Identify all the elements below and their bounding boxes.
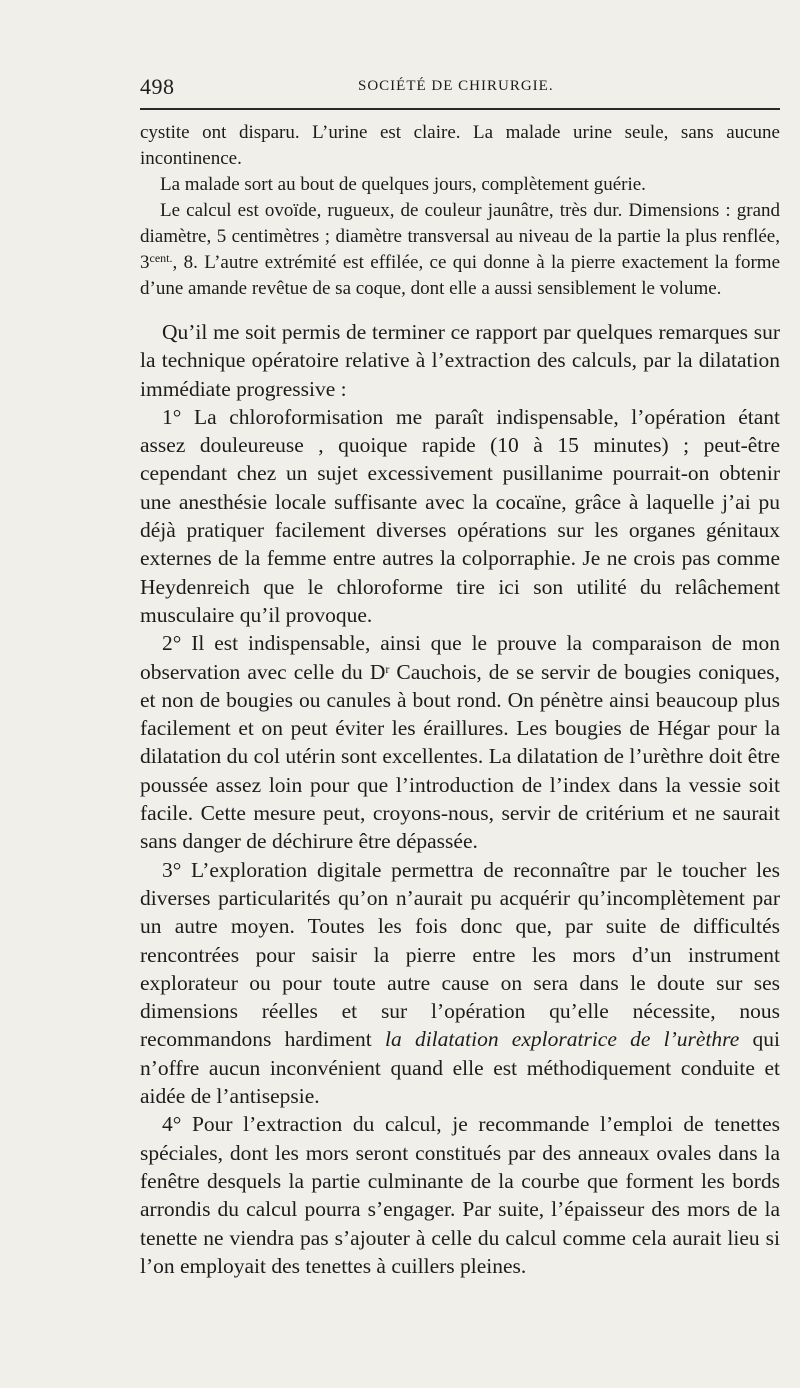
paragraph-6-text-b: Cauchois, de se servir de bougies coniques, et non de bougies ou canules à bout rond. On pénètre ainsi beaucoup plus facilement et on peut éviter les éraillures. Les bougies de Hégar pour la dilatation du col utérin sont excellentes. La dilatation de l’urèthre doit être poussée assez loin pour que l’introduction de l’index dans la vessie soit facile. Cette mesure peut, croyons-nous, servir de critérium et ne saurait sans danger de déchirure être dépassée. — [140, 659, 780, 854]
body-text — [140, 120, 780, 1280]
running-title: SOCIÉTÉ DE CHIRURGIE. — [358, 78, 554, 94]
paragraph-4: Qu’il me soit permis de terminer ce rapport par quelques remarques sur la technique opératoire relative à l’extraction des calculs, par la dilatation immédiate progressive : — [140, 320, 780, 401]
paragraph-2: La malade sort au bout de quelques jours, complètement guérie. — [160, 174, 646, 195]
paragraph-5: 1° La chloroformisation me paraît indispensable, l’opération étant assez douleureuse , quoique rapide (10 à 15 minutes) ; peut-être cependant chez un sujet excessivement pusillanime pourrait-on obtenir une anesthésie locale suffisante avec la cocaïne, grâce à laquelle j’ai pu déjà pratiquer facilement diverses opérations sur les organes génitaux externes de la femme entre autres la colporraphie. Je ne crois pas comme Heydenreich que le chloroforme tire ici son utilité du relâchement musculaire qu’il provoque. — [140, 404, 780, 627]
paragraph-7 — [140, 856, 780, 1111]
paragraph-3-text-a: Le calcul est ovoïde, rugueux, de couleur jaunâtre, très dur. Dimensions : grand diamètre, 5 centimètres ; diamètre transversal au niveau de la partie la plus renflée, 3 — [140, 200, 780, 273]
paragraph-6-superscript: r — [385, 661, 390, 676]
paragraph-8: 4° Pour l’extraction du calcul, je recommande l’emploi de tenettes spéciales, dont les mors seront constitués par des anneaux ovales dans la fenêtre desquels la partie culminante de la courbe que forment les bords arrondis du calcul pourra s’engager. Par suite, l’épaisseur des mors de la tenette ne viendra pas s’ajouter à celle du calcul comme cela aurait lieu si l’on employait des tenettes à cuillers pleines. — [140, 1112, 780, 1278]
paragraph-3-superscript: cent. — [149, 251, 173, 265]
paragraph-6-text-a: 2° Il est indispensable, ainsi que le prouve la comparaison de mon observation avec celle du D — [140, 631, 780, 684]
case-report-section — [140, 120, 780, 302]
paragraph-7-italic: la dilatation exploratrice de l’urèthre — [385, 1027, 740, 1052]
paragraph-7-text-a: 3° L’exploration digitale permettra de reconnaître par le toucher les diverses particularités qu’on n’aurait pu acquérir qu’incomplètement par un autre moyen. Toutes les fois donc que, par suite de difficultés rencontrées pour saisir la pierre entre les mors d’un instrument explorateur ou pour toute autre cause on sera dans le doute sur ses dimensions réelles et sur l’opération qu’elle nécessite, nous recommandons hardiment — [140, 857, 780, 1052]
paragraph-1: cystite ont disparu. L’urine est claire. La malade urine seule, sans aucune incontinence. — [140, 122, 780, 169]
paragraph-3 — [140, 198, 780, 302]
paragraph-6 — [140, 629, 780, 855]
paragraph-3-text-b: , 8. L’autre extrémité est effilée, ce qui donne à la pierre exactement la forme d’une amande revêtue de sa coque, dont elle a aussi sensiblement le volume. — [140, 252, 780, 299]
page-header — [140, 72, 780, 102]
header-rule — [140, 108, 780, 110]
page-number: 498 — [140, 74, 175, 99]
paragraph-7-text-b: qui n’offre aucun inconvénient quand elle est méthodiquement conduite et aidée de l’antisepsie. — [140, 1027, 780, 1109]
technique-section — [140, 318, 780, 1280]
